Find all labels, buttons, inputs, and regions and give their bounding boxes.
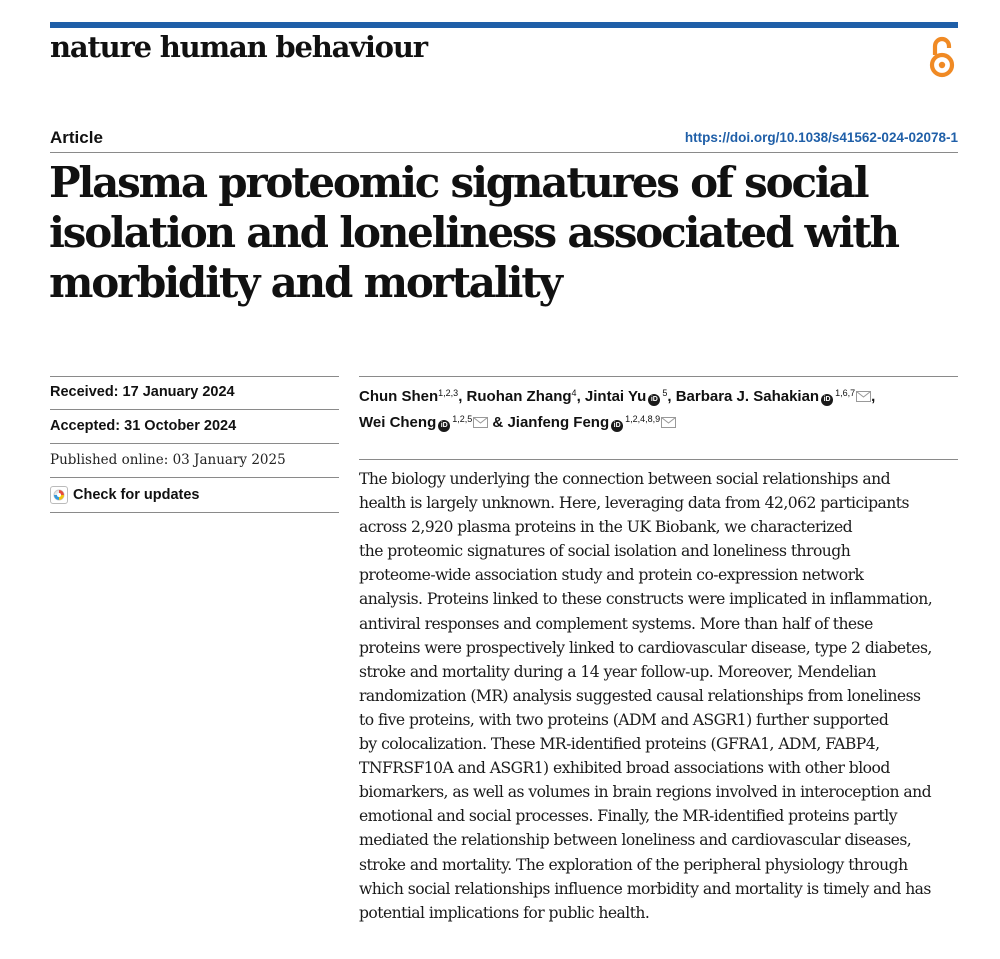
abstract-line: which social relationships influence morbidity and mortality is timely and has (359, 879, 931, 898)
author-separator: , (871, 388, 876, 405)
article-title (49, 158, 949, 308)
email-icon[interactable] (856, 391, 871, 402)
title-line: Plasma proteomic signatures of social (49, 158, 868, 207)
abstract-line: proteins were prospectively linked to cardiovascular disease, type 2 diabetes, (359, 638, 932, 657)
email-icon[interactable] (661, 417, 676, 428)
meta-divider (50, 376, 339, 377)
title-line: isolation and loneliness associated with (49, 208, 898, 257)
received-date: Received: 17 January 2024 (50, 384, 235, 400)
abstract-line: to five proteins, with two proteins (ADM and ASGR1) further supported (359, 710, 889, 729)
authors-divider (359, 376, 958, 377)
abstract-line: the proteomic signatures of social isolation and loneliness through (359, 542, 851, 561)
abstract-line: by colocalization. These MR-identified proteins (GFRA1, ADM, FABP4, (359, 735, 880, 754)
author-separator: , (576, 388, 585, 405)
author-separator: , (667, 388, 676, 405)
accepted-date: Accepted: 31 October 2024 (50, 418, 237, 434)
email-icon[interactable] (473, 417, 488, 428)
abstract-line: antiviral responses and complement systems. More than half of these (359, 614, 873, 633)
open-access-icon[interactable] (926, 35, 958, 79)
abstract-line: health is largely unknown. Here, leveraging data from 42,062 participants (359, 494, 909, 513)
doi-link[interactable]: https://doi.org/10.1038/s41562-024-02078-1 (684, 130, 958, 145)
published-date: Published online: 03 January 2025 (50, 452, 286, 468)
abstract-line: biomarkers, as well as volumes in brain regions involved in interoception and (359, 783, 932, 802)
author-separator: , (458, 388, 467, 405)
check-for-updates-button[interactable] (50, 486, 200, 504)
meta-divider (50, 512, 339, 513)
author-name[interactable]: Wei Cheng (359, 414, 437, 431)
abstract-line: across 2,920 plasma proteins in the UK Biobank, we characterized (359, 518, 853, 537)
abstract-line: The biology underlying the connection between social relationships and (359, 470, 891, 488)
author-name[interactable]: Jintai Yu (584, 388, 647, 405)
author-affiliation[interactable]: 1,2,3 (438, 388, 459, 398)
abstract-line: analysis. Proteins linked to these constructs were implicated in inflammation, (359, 590, 933, 609)
author-affiliation[interactable]: 1,2,4,8,9 (625, 414, 661, 424)
journal-name[interactable]: nature human behaviour (50, 30, 427, 64)
author-affiliation[interactable]: 1,6,7 (835, 388, 856, 398)
author-affiliation[interactable]: 1,2,5 (452, 414, 473, 424)
title-line: morbidity and mortality (49, 258, 561, 307)
check-for-updates-icon (50, 486, 68, 504)
header-divider (50, 152, 958, 153)
orcid-icon[interactable]: iD (611, 420, 623, 432)
author-name[interactable]: Ruohan Zhang (466, 388, 572, 405)
abstract-line: proteome-wide association study and protein co-expression network (359, 566, 864, 585)
meta-divider (50, 477, 339, 478)
author-affiliation[interactable]: 5 (662, 388, 668, 398)
abstract-line: stroke and mortality. The exploration of the peripheral physiology through (359, 855, 908, 874)
author-name[interactable]: Jianfeng Feng (507, 414, 610, 431)
abstract-line: TNFRSF10A and ASGR1) exhibited broad associations with other blood (359, 759, 890, 778)
article-type-label: Article (50, 128, 103, 147)
check-for-updates-label: Check for updates (73, 487, 200, 503)
abstract-line: emotional and social processes. Finally, the MR-identified proteins partly (359, 807, 897, 826)
author-separator: & (488, 414, 508, 431)
author-name[interactable]: Barbara J. Sahakian (675, 388, 820, 405)
meta-divider (50, 443, 339, 444)
abstract-line: mediated the relationship between loneliness and cardiovascular diseases, (359, 831, 912, 850)
journal-top-bar (50, 22, 958, 28)
abstract-divider (359, 459, 958, 460)
meta-divider (50, 409, 339, 410)
author-affiliation[interactable]: 4 (571, 388, 577, 398)
orcid-icon[interactable]: iD (438, 420, 450, 432)
orcid-icon[interactable]: iD (821, 394, 833, 406)
orcid-icon[interactable]: iD (648, 394, 660, 406)
abstract (359, 467, 959, 925)
author-name[interactable]: Chun Shen (359, 388, 439, 405)
abstract-line: randomization (MR) analysis suggested causal relationships from loneliness (359, 686, 921, 705)
abstract-line: potential implications for public health. (359, 903, 650, 922)
abstract-line: stroke and mortality during a 14 year follow-up. Moreover, Mendelian (359, 662, 877, 681)
author-list (359, 382, 959, 434)
